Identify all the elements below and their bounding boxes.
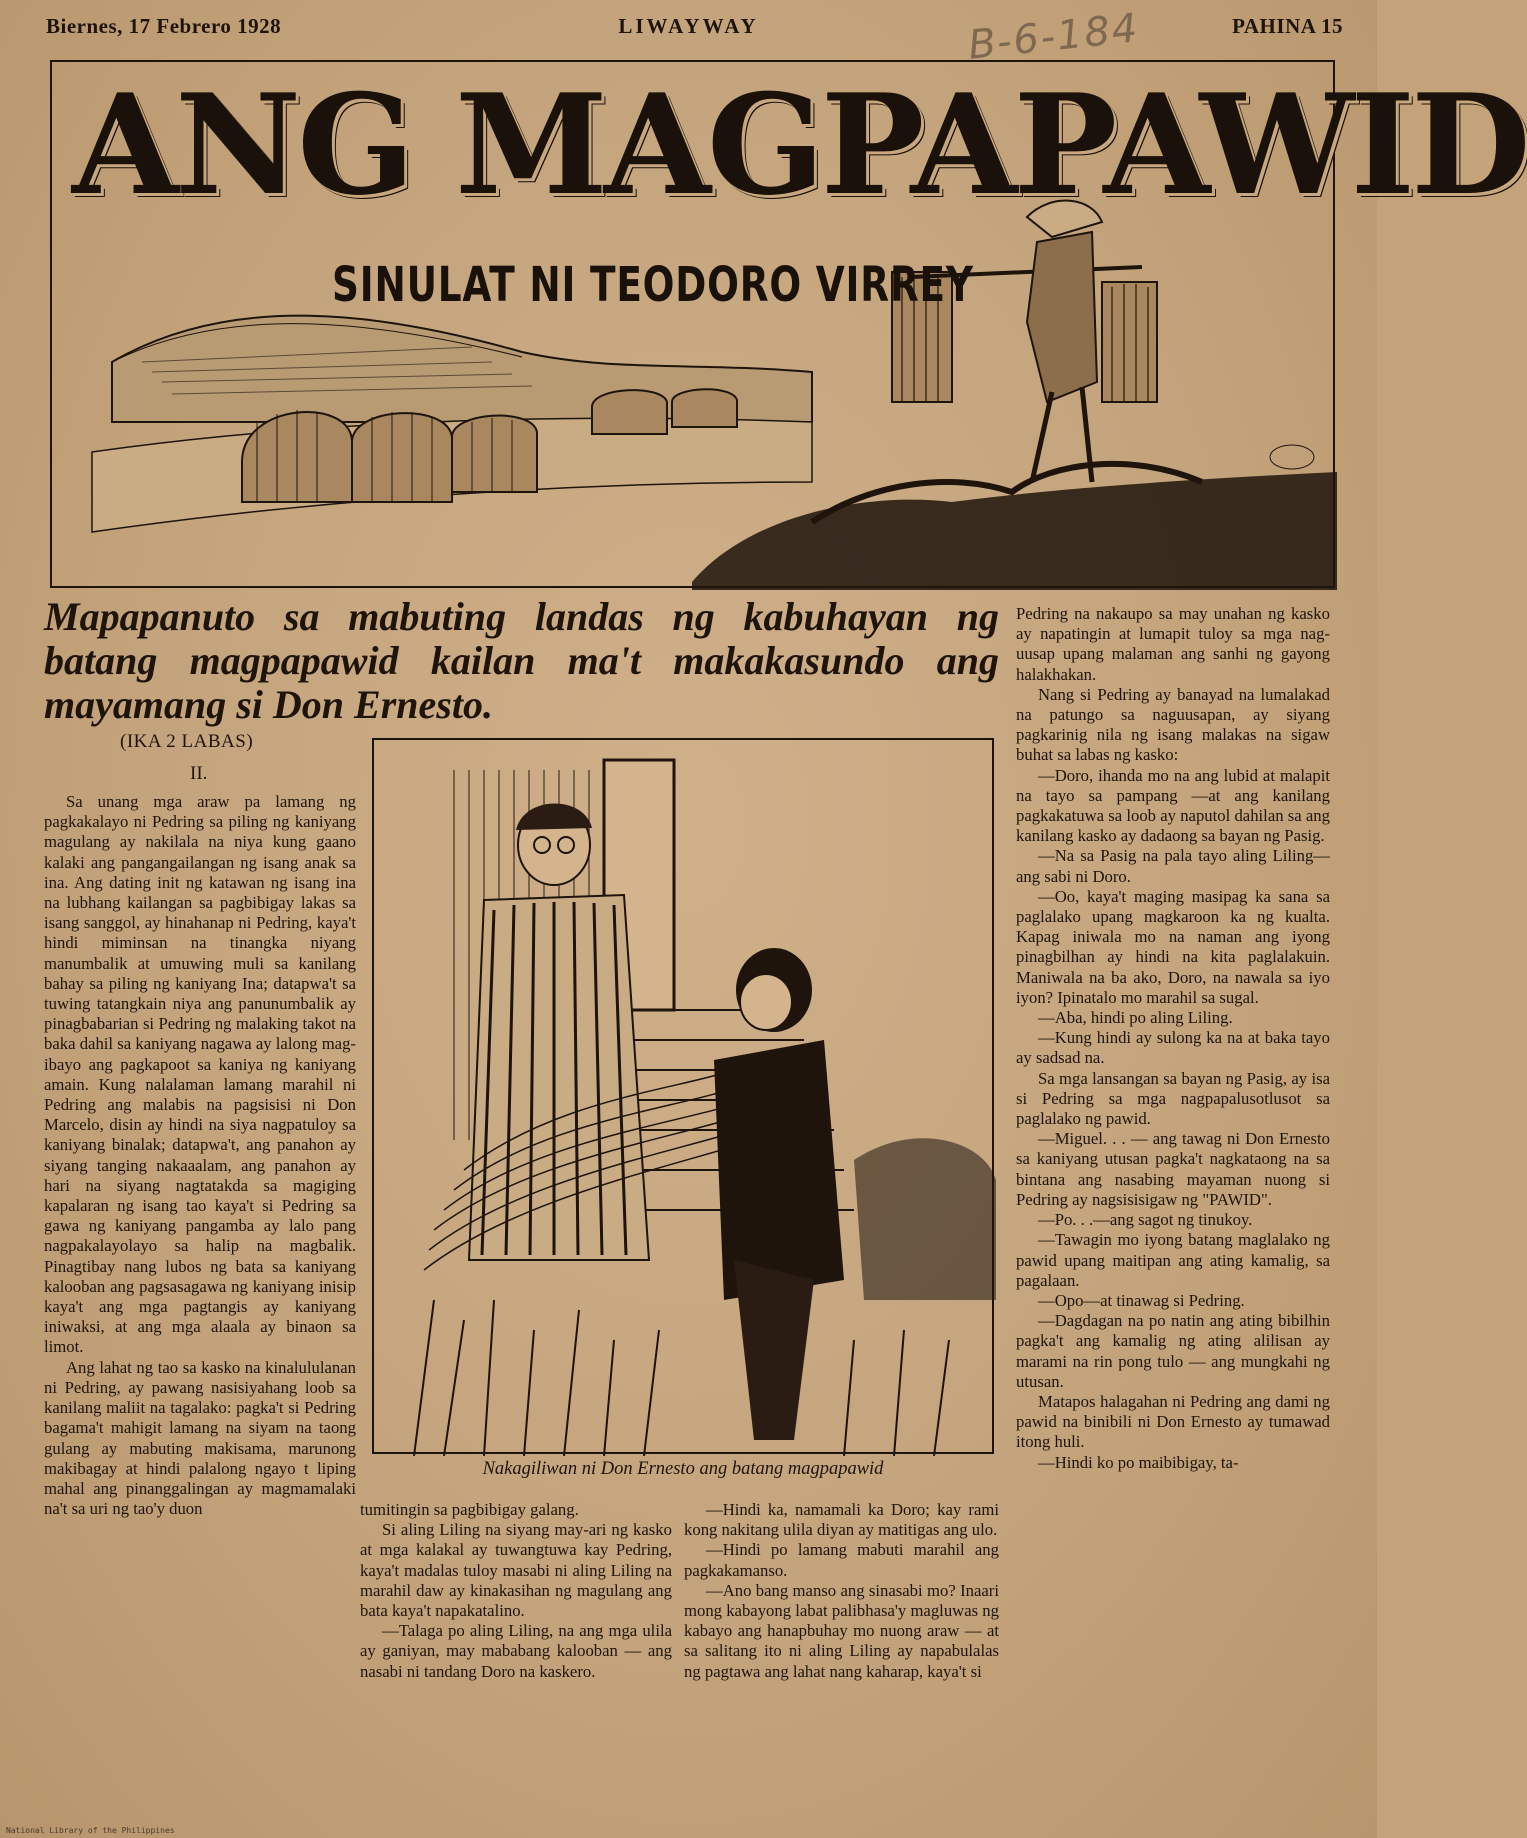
article-column-2 [360,1500,672,1682]
paragraph: —Ano bang manso ang sinasabi mo? Inaari mong kabayong labat palibhasa'y magluwas ng kabayo ang hanapbuhay mo nuong araw — at sa salitang ito ni aling Liling ay napabulalas ng pagtawa ang lahat nang kaharap, kaya't si [684,1580,999,1681]
story-subheadline: Mapapanuto sa mabuting landas ng kabuhayan ng batang magpapawid kailan ma't makakasundo ang mayamang si Don Ernesto. [44,594,999,727]
handwritten-catalog-note: B-6-184 [966,5,1142,69]
article-column-3 [684,1500,999,1682]
paragraph: —Kung hindi ay sulong ka na at baka tayo ay sadsad na. [1016,1028,1330,1068]
paragraph: Sa unang mga araw pa lamang ng pagkakalayo ni Pedring sa piling ng kaniyang magulang ay nakilala na niya kung gaano kalaki ang pangangailangan ng isang anak sa ina. Ang dating init ng katawan ng isang ina na lubhang kailangan sa pagbibigay lakas sa isang sanggol, ay hinahanap ni Pedring, kaya't hindi miminsan na tinangka niyang manumbalik at umuwing muli sa kanilang bahay sa piling ng kaniyang Ina; datapwa't sa tuwing tatangkain niya ang panunumbalik ay pinagbabarian si Pedring ng malaking takot na baka dahil sa kaniyang nagawa ay lalong mag-ibayo ang pagkapoot sa kaniya ng kaniyang amain. Kung nalalaman lamang marahil ni Pedring ang malabis na pagsisisi ni Don Marcelo, disin ay hindi na siya nagpatuloy sa kaniyang binalak; datapwa't, ang panahon ay siyang tanging nakaaalam, ang panahon ay hari na siyang nagtatakda sa magiging kapalaran ng isang tao kaya't si Pedring sa gawa ng kaniyang pangamba ay lalo pang nagpakalayolayo sa halip na magbalik. Pinagtibay nang lubos ng bata sa kaniyang kalooban ang pagsasagawa ng kaniyang inisip kaya't ang mga pagtangis ay kaniyang iniwaksi, at ang mga alaala ay binaon sa limot. [44,792,356,1357]
paragraph: —Tawagin mo iyong batang maglalako ng pawid upang maitipan ang ating kamalig, sa pagalaan. [1016,1230,1330,1290]
illustration-caption: Nakagiliwan ni Don Ernesto ang batang magpapawid [482,1459,884,1479]
paragraph: —Talaga po aling Liling, na ang mga ulila ay ganiyan, may mababang kalooban — ang nasabi ni tandang Doro na kaskero. [360,1621,672,1681]
page-number: PAHINA 15 [1232,14,1343,38]
publication-name: LIWAYWAY [618,14,759,38]
article-column-4 [1016,604,1330,1473]
section-number: II. [190,763,208,784]
title-banner [50,60,1527,588]
paragraph: Pedring na nakaupo sa may unahan ng kasko ay napatingin at lumapit tuloy sa mga nag-uusap upang malaman ang sanhi ng gayong halakhakan. [1016,604,1330,684]
archive-footer: National Library of the Philippines [6,1826,175,1835]
paragraph: Sa mga lansangan sa bayan ng Pasig, ay isa si Pedring sa mga nagpapalusotlusot sa paglalako ng pawid. [1016,1068,1330,1129]
paragraph: Ang lahat ng tao sa kasko na kinalululanan ni Pedring, ay pawang nasisiyahang loob sa kanilang maliit na tagalako: pagka't si Pedring bagama't mahigit lamang na siyam na taong gulang ay mabuting makisama, marunong makibagay at hindi palalong ngayo t liping mahal ang pinanggalingan ay magmamalaki na't sa uri ng tao'y duon [44,1357,356,1519]
paragraph: —Doro, ihanda mo na ang lubid at malapit na tayo sa pampang —at ang kanilang pagkakatuwa sa loob ay naputol dahilan sa ang kanilang kasko ay dadaong sa bayan ng Pasig. [1016,765,1330,846]
paragraph: Si aling Liling na siyang may-ari ng kasko at mga kalakal ay tuwangtuwa kay Pedring, kaya't madalas tuloy masabi ni aling Liling na marahil daw ay kinakasihan ng magulang ang bata kaya't napakatalino. [360,1520,672,1621]
paragraph: —Hindi po lamang mabuti marahil ang pagkakamanso. [684,1540,999,1580]
paragraph: —Na sa Pasig na pala tayo aling Liling—ang sabi ni Doro. [1016,846,1330,886]
paragraph: tumitingin sa pagbibigay galang. [360,1500,579,1519]
paragraph: —Dagdagan na po natin ang ating bibilhin pagka't ang kamalig ng ating alilisan ay marami na rin pong tulo — ang mungkahi ng utusan. [1016,1311,1330,1391]
paragraph: —Hindi ko po maibibigay, ta- [1038,1452,1239,1472]
story-title: ANG MAGPAPAWID [72,63,1527,226]
article-column-1 [44,792,356,1519]
issue-date: Biernes, 17 Febrero 1928 [46,14,282,38]
story-illustration [372,738,994,1454]
paragraph: —Po. . .—ang sagot ng tinukoy. [1038,1210,1253,1230]
author-byline: SINULAT NI TEODORO VIRREY [332,257,974,313]
illustration-drawing [374,740,996,1456]
paragraph: —Opo—at tinawag si Pedring. [1038,1290,1245,1310]
paragraph: —Miguel. . . — ang tawag ni Don Ernesto sa kaniyang utusan pagka't nagkataong na sa bintana ang nasabing mayaman nuong si Pedring ay nagsisisigaw ng "PAWID". [1016,1129,1330,1209]
paragraph: —Aba, hindi po aling Liling. [1038,1008,1233,1028]
paragraph: —Oo, kaya't maging masipag ka sana sa paglalako upang magkaroon ka ng kualta. Kapag iniwala mo na naman ang iyong pinagbilhan ay hindi na kita paglalakuin. Maniwala na ba ako, Doro, na nawala sa iyo iyon? Ipinatalo mo marahil sa sugal. [1016,886,1330,1007]
paragraph: Matapos halagahan ni Pedring ang dami ng pawid na binibili ni Don Ernesto ay tumawad itong huli. [1016,1391,1330,1452]
paragraph: Nang si Pedring ay banayad na lumalakad na patungo sa naguusapan, ay siyang pagkarinig nila ng isang malakas na sigaw buhat sa labas ng kasko: [1016,684,1330,765]
installment-label: (IKA 2 LABAS) [120,731,254,752]
paragraph: —Hindi ka, namamali ka Doro; kay rami kong nakitang ulila diyan ay matitigas ang ulo. [684,1500,999,1540]
